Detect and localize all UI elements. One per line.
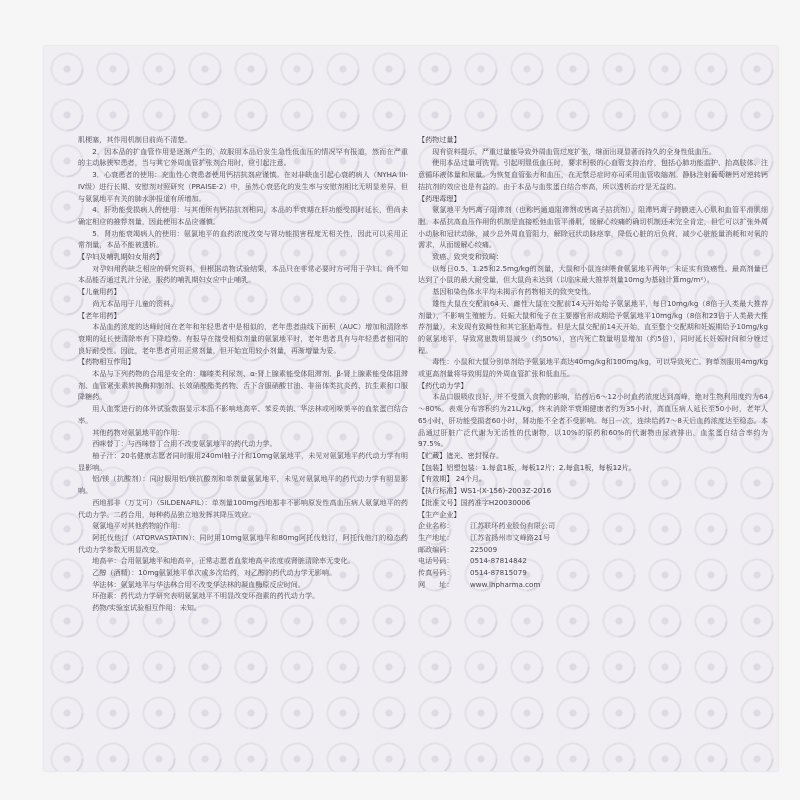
- paragraph: 西咪替丁：与西咪替丁合用不改变氨氯地平的药代动力学。: [92, 439, 277, 449]
- paragraph: 毒性：小鼠和大鼠分别单剂给予氨氯地平高达40mg/kg和100mg/kg，可以导致死亡。狗单剂服用4mg/kg或更高剂量将导致明显的外周血管扩张和低血压。: [418, 357, 768, 379]
- paragraph: 雄性大鼠在交配前64天、雌性大鼠在交配前14天开始给予氨氯地平，每日10mg/kg（8倍于人类最大推荐剂量），不影响生殖能力。妊娠大鼠和兔子在主要器官形成期给予氨氯地平10mg/kg（8倍和23倍于人类最大推荐剂量），未发现有致畸性和其它胚胎毒性。但是大鼠交配前14天开始，直至整个交配期和妊娠期给予10mg/kg的氨氯地平，导致窝崽数明显减少（约50%），宫内死亡数量明显增加（约5倍），同时延长妊娠时间和分娩过程。: [418, 298, 768, 355]
- info-key: 邮政编码：: [418, 544, 454, 554]
- paragraph: 2．因本品的扩血管作用是逐渐产生的，故服用本品后发生急性低血压的情况罕有报道，然而在严重的主动脉狭窄患者，当与其它外周血管扩张剂合用时，应引起注意。: [78, 146, 408, 168]
- standard-line: 【执行标准】WS1-(X-156)-2003Z-2016: [418, 486, 552, 496]
- manufacturer-name-row: [418, 520, 768, 532]
- paragraph: 致癌、致突变和致畸：: [432, 252, 504, 262]
- section-heading-children: 【儿童用药】: [78, 287, 121, 297]
- paragraph: 氨氯地平为钙离子阻滞剂（也称钙通道阻滞剂或钙离子拮抗剂），阻滞钙离子跨膜进入心肌和血管平滑肌细胞。本品抗高血压作用的机制是直接松弛血管平滑肌，缓解心绞痛的确切机制还未完全肯定，但它可以扩张外周小动脉和冠状动脉，减少总外周血管阻力，解除冠状动脉痉挛，降低心脏的后负荷，减少心脏能量消耗和对氧的需求，从而缓解心绞痛。: [418, 205, 768, 250]
- paragraph: 以每日0.5、1.25和2.5mg/kg的剂量，大鼠和小鼠连续喂食氨氯地平两年，未证实有致癌性。最高剂量已达到了小鼠的最大耐受量，但大鼠尚未达到（以临床最大推荐剂量10mg为基础计算mg/m²）。: [418, 263, 768, 285]
- section-heading-overdose: 【药物过量】: [418, 135, 461, 144]
- section-heading-pharmacology: 【药理毒理】: [418, 193, 461, 203]
- paragraph: 4．肝功能受损病人的使用：与其他所有钙拮抗剂相同，本品的半衰期在肝功能受损时延长，但尚未确定相应的推荐剂量，因此使用本品应谨慎。: [78, 205, 408, 226]
- paragraph: 尚无本品用于儿童的资料。: [92, 298, 178, 308]
- paragraph: 肌梗塞，其作用机制目前尚不清楚。: [78, 135, 192, 144]
- approval-line: 【批准文号】国药准字H20030006: [418, 497, 531, 507]
- info-key: 网 址：: [418, 579, 454, 589]
- paragraph: 乙醇（酒精）：10mg氨氯地平单次或多次给药，对乙醇的药代动力学无影响。: [92, 568, 337, 578]
- info-value: 0514-87814842: [470, 556, 527, 566]
- paragraph: 地高辛：合用氨氯地平和地高辛，正常志愿者血浆地高辛浓度或肾脏清除率无变化。: [92, 556, 355, 566]
- paragraph: 本品血药浓度的达峰时间在老年和年轻患者中是相似的，老年患者曲线下面积（AUC）增加和清除率衰期的延长使清除率有下降趋势。有报导在接受相似剂量的氨氯地平时，老年患者具有与年轻患者相同的良好耐受性。因此，老年患者可用正常剂量，但开始宜用较小剂量，再渐增量为妥。: [78, 322, 408, 355]
- info-value: www.lhpharma.com: [470, 579, 541, 589]
- paragraph: 3．心衰患者的使用：充血性心衰患者使用钙拮抗剂应谨慎。在对非缺血引起心衰的病人（NYHA III-IV级）进行长期、安慰剂对照研究（PRAISE-2）中，虽然心衰恶化的发生率与安慰剂相比无明显差异，但与氨氯地平有关的肺水肿报道有所增加。: [78, 170, 408, 203]
- info-key: 企业名称：: [418, 521, 454, 531]
- manufacturer-address-row: [418, 532, 768, 544]
- paragraph: 5．肾功能衰竭病人的使用：氨氯地平的血药浓度改变与肾功能损害程度无相关性，因此可以采用正常剂量，本品不能被透析。: [78, 228, 408, 250]
- paragraph: 环孢素：药代动力学研究表明氨氯地平不明显改变环孢素的药代动力学。: [92, 591, 320, 601]
- paragraph: 对孕妇用药缺乏相应的研究资料，但根据动物试验结果，本品只在非常必要时方可用于孕妇。尚不知本品能否通过乳汁分泌，服药的哺乳期妇女应中止哺乳。: [78, 263, 408, 285]
- info-value: 江苏省扬州市文峰路21号: [470, 532, 550, 542]
- paragraph: 西地那非（万艾可）（SILDENAFIL）：单剂量100mg西地那非不影响原发性高血压病人氨氯地平的药代动力学。二药合用，每种药品独立地发挥其降压效应。: [78, 497, 408, 519]
- info-key: 传真号码：: [418, 568, 454, 578]
- manufacturer-fax-row: [418, 567, 768, 579]
- info-value: 0514-87815079: [470, 568, 527, 578]
- section-heading-pharmacokinetics: 【药代动力学】: [418, 380, 468, 390]
- paragraph: 铝/镁（抗酸剂）：同时服用铝/镁抗酸剂和单剂量氨氯地平，未见对氨氯地平的药代动力学有明显影响。: [78, 474, 408, 496]
- paragraph: 柚子汁：20名健康志愿者同时服用240ml柚子汁和10mg氨氯地平，未见对氨氯地平药代动力学有明显影响。: [78, 450, 408, 472]
- manufacturer-zip-row: [418, 544, 768, 556]
- info-key: 生产地址：: [418, 532, 454, 542]
- paragraph: 其他药物对氨氯地平的作用：: [92, 427, 185, 437]
- manufacturer-phone-row: [418, 555, 768, 567]
- validity-line: 【有效期】 24个月。: [418, 474, 487, 484]
- paragraph: 华法林：氨氯地平与华法林合用不改变华法林的凝血酶原反应时间。: [92, 579, 305, 589]
- paragraph: 使用本品过量可洗胃。引起明显低血压时，要求积极的心血管支持治疗，包括心肺功能监护、抬高肢体、注意循环液体量和尿量。为恢复血管张力和血压，在无禁忌症时亦可采用血管收缩剂。静脉注射葡萄糖钙对逆转钙拮抗剂的效应也是有益的。由于本品与血浆蛋白结合率高，所以透析治疗是无益的。: [418, 158, 768, 191]
- section-heading-manufacturer: 【生产企业】: [418, 509, 461, 519]
- section-heading-elderly: 【老年用药】: [78, 310, 121, 320]
- paragraph: 本品与下列药物的合用是安全的：噻嗪类利尿剂、α-肾上腺素能受体阻滞剂、β-肾上腺素能受体阻滞剂、血管紧张素转换酶抑制剂、长效硝酸酯类药物、舌下含服硝酸甘油、非甾体类抗炎药、抗生素和口服降糖药。: [78, 369, 408, 402]
- info-value: 225009: [470, 544, 498, 554]
- paragraph: 氨氯地平对其他药物的作用：: [92, 521, 185, 531]
- paragraph: 现有资料提示，严重过量能导致外周血管过度扩张，继而出现显著而持久的全身性低血压。: [432, 146, 716, 156]
- paragraph: 药物/实验室试验相互作用：未知。: [92, 603, 201, 613]
- paragraph: 本品口服吸收良好，并不受摄入食物的影响，给药后6～12小时血药浓度达到高峰，绝对生物利用度约为64～80%。表观分布容积约为21L/kg，终末消除半衰期健康者约为35小时，高血压病人延长至50小时，老年人65小时，肝功能受损者60小时，肾功能不全者不受影响。每日一次，连续给药7～8天后血药浓度达至稳态。本品通过肝脏广泛代谢为无活性的代谢物，以10%的原药和60%的代谢物由尿液排出，血浆蛋白结合率约为97.5%。: [418, 392, 768, 449]
- manufacturer-website-row: [418, 579, 768, 591]
- section-heading-pregnancy: 【孕妇及哺乳期妇女用药】: [78, 252, 164, 262]
- package-line: 【包装】铝塑包装：1.每盒1板，每板12片；2.每盒1板，每板12片。: [418, 462, 636, 472]
- info-value: 江苏联环药业股份有限公司: [470, 521, 556, 531]
- right-column: [418, 134, 768, 778]
- left-column: [78, 134, 408, 778]
- section-heading-interaction: 【药物相互作用】: [78, 357, 135, 367]
- paragraph: 基因和染色体水平均未揭示有药物相关的致突变性。: [432, 287, 596, 297]
- storage-line: 【贮藏】遮光、密封保存。: [418, 450, 504, 460]
- paragraph: 用人血浆进行的体外试验数据显示本品不影响地高辛、苯妥英钠、华法林或吲哚美辛的血浆蛋白结合率。: [78, 404, 408, 425]
- paragraph: 阿托伐他汀（ATORVASTATIN）：同时用10mg氨氯地平和80mg阿托伐他汀，阿托伐他汀的稳态药代动力学参数无明显改变。: [78, 532, 408, 554]
- info-key: 电话号码：: [418, 556, 454, 566]
